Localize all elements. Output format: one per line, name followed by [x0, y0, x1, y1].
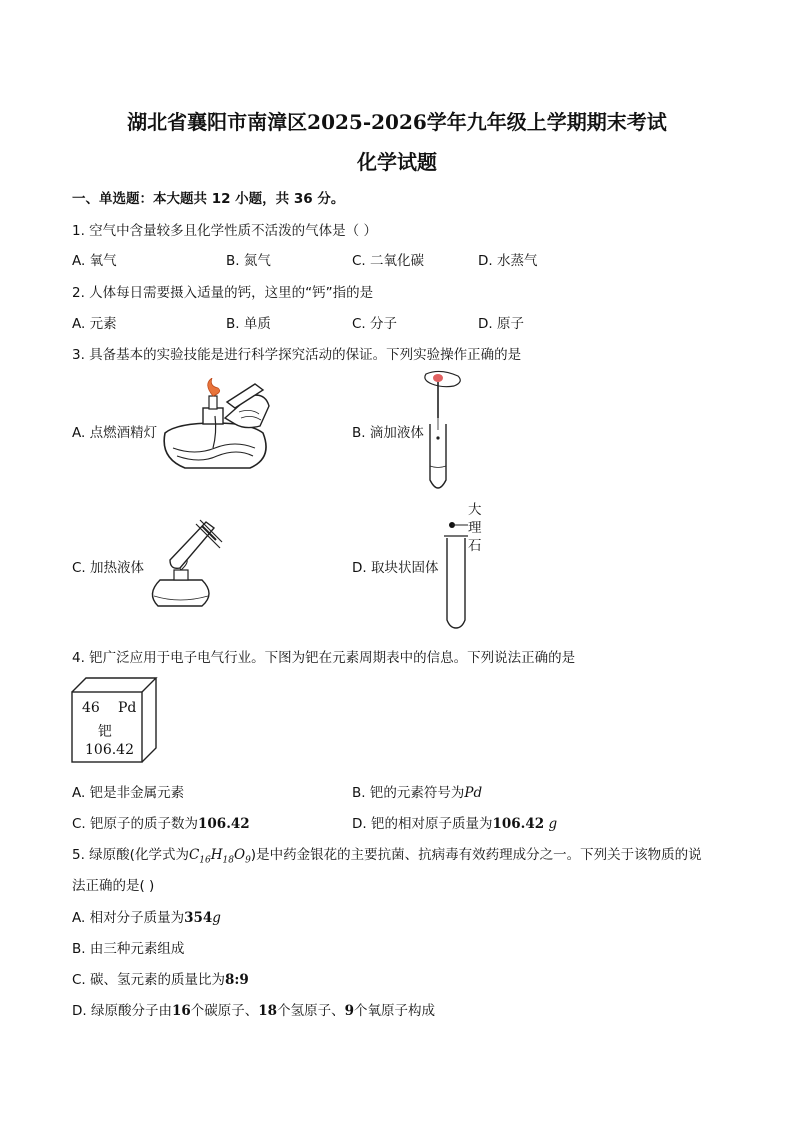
q4-stem: 4. 钯广泛应用于电子电气行业。下图为钯在元素周期表中的信息。下列说法正确的是 [72, 650, 576, 666]
element-symbol: Pd [118, 700, 137, 716]
element-name: 钯 [98, 724, 112, 740]
q4-option-a: A. 钯是非金属元素 [72, 785, 185, 801]
q2-option-a: A. 元素 [72, 316, 117, 332]
page-subtitle: 化学试题 [357, 150, 437, 174]
q5-option-c: C. 碳、氢元素的质量比为8:9 [72, 972, 249, 988]
test-tube-figure [444, 522, 468, 630]
q1-option-d: D. 水蒸气 [478, 253, 538, 269]
q4-option-b: B. 钯的元素符号为Pd [352, 785, 483, 801]
q2-stem: 2. 人体每日需要摄入适量的钙，这里的“钙”指的是 [72, 285, 374, 301]
q1-stem: 1. 空气中含量较多且化学性质不活泼的气体是（ ） [72, 223, 377, 239]
marble-label-char-3: 石 [468, 538, 482, 554]
marble-label-char-2: 理 [468, 520, 482, 536]
marble-label-char-1: 大 [468, 502, 482, 518]
q1-option-b: B. 氮气 [226, 253, 271, 269]
q5-stem: 5. 绿原酸(化学式为$C_{16}H_{18}O_9$)是中药金银花的主要抗菌、抗病毒有效药理成分之一。下列关于该物质的说 [72, 847, 702, 866]
q4-option-c: C. 钯原子的质子数为106.42 [72, 816, 250, 832]
q3-stem: 3. 具备基本的实验技能是进行科学探究活动的保证。下列实验操作正确的是 [72, 347, 522, 363]
element-atomic-number: 46 [82, 700, 100, 716]
section-header: 一、单选题：本大题共 12 小题，共 36 分。 [72, 191, 345, 207]
q2-option-c: C. 分子 [352, 316, 398, 332]
dropper-test-tube-figure [418, 368, 468, 490]
page-title: 湖北省襄阳市南漳区2025-2026学年九年级上学期期末考试 [127, 110, 667, 134]
heating-liquid-figure [140, 514, 230, 614]
alcohol-lamp-lighting-figure [155, 378, 275, 478]
q4-option-d: D. 钯的相对原子质量为106.42 g [352, 816, 558, 832]
marble-pointer-icon [448, 520, 468, 530]
element-mass: 106.42 [85, 742, 134, 758]
q2-option-b: B. 单质 [226, 316, 271, 332]
q3-option-a: A. 点燃酒精灯 [72, 425, 158, 441]
q3-option-b: B. 滴加液体 [352, 425, 424, 441]
q5-stem-line2: 法正确的是( ) [72, 878, 155, 894]
q3-option-d: D. 取块状固体 [352, 560, 439, 576]
q5-option-b: B. 由三种元素组成 [72, 941, 185, 957]
q1-option-a: A. 氧气 [72, 253, 117, 269]
formula: $C_{16}H_{18}O_9$ [188, 847, 251, 866]
q5-option-a: A. 相对分子质量为354g [72, 910, 221, 926]
q2-option-d: D. 原子 [478, 316, 524, 332]
q1-option-c: C. 二氧化碳 [352, 253, 425, 269]
q5-option-d: D. 绿原酸分子由16个碳原子、18个氢原子、9个氧原子构成 [72, 1003, 435, 1019]
q3-option-c: C. 加热液体 [72, 560, 145, 576]
